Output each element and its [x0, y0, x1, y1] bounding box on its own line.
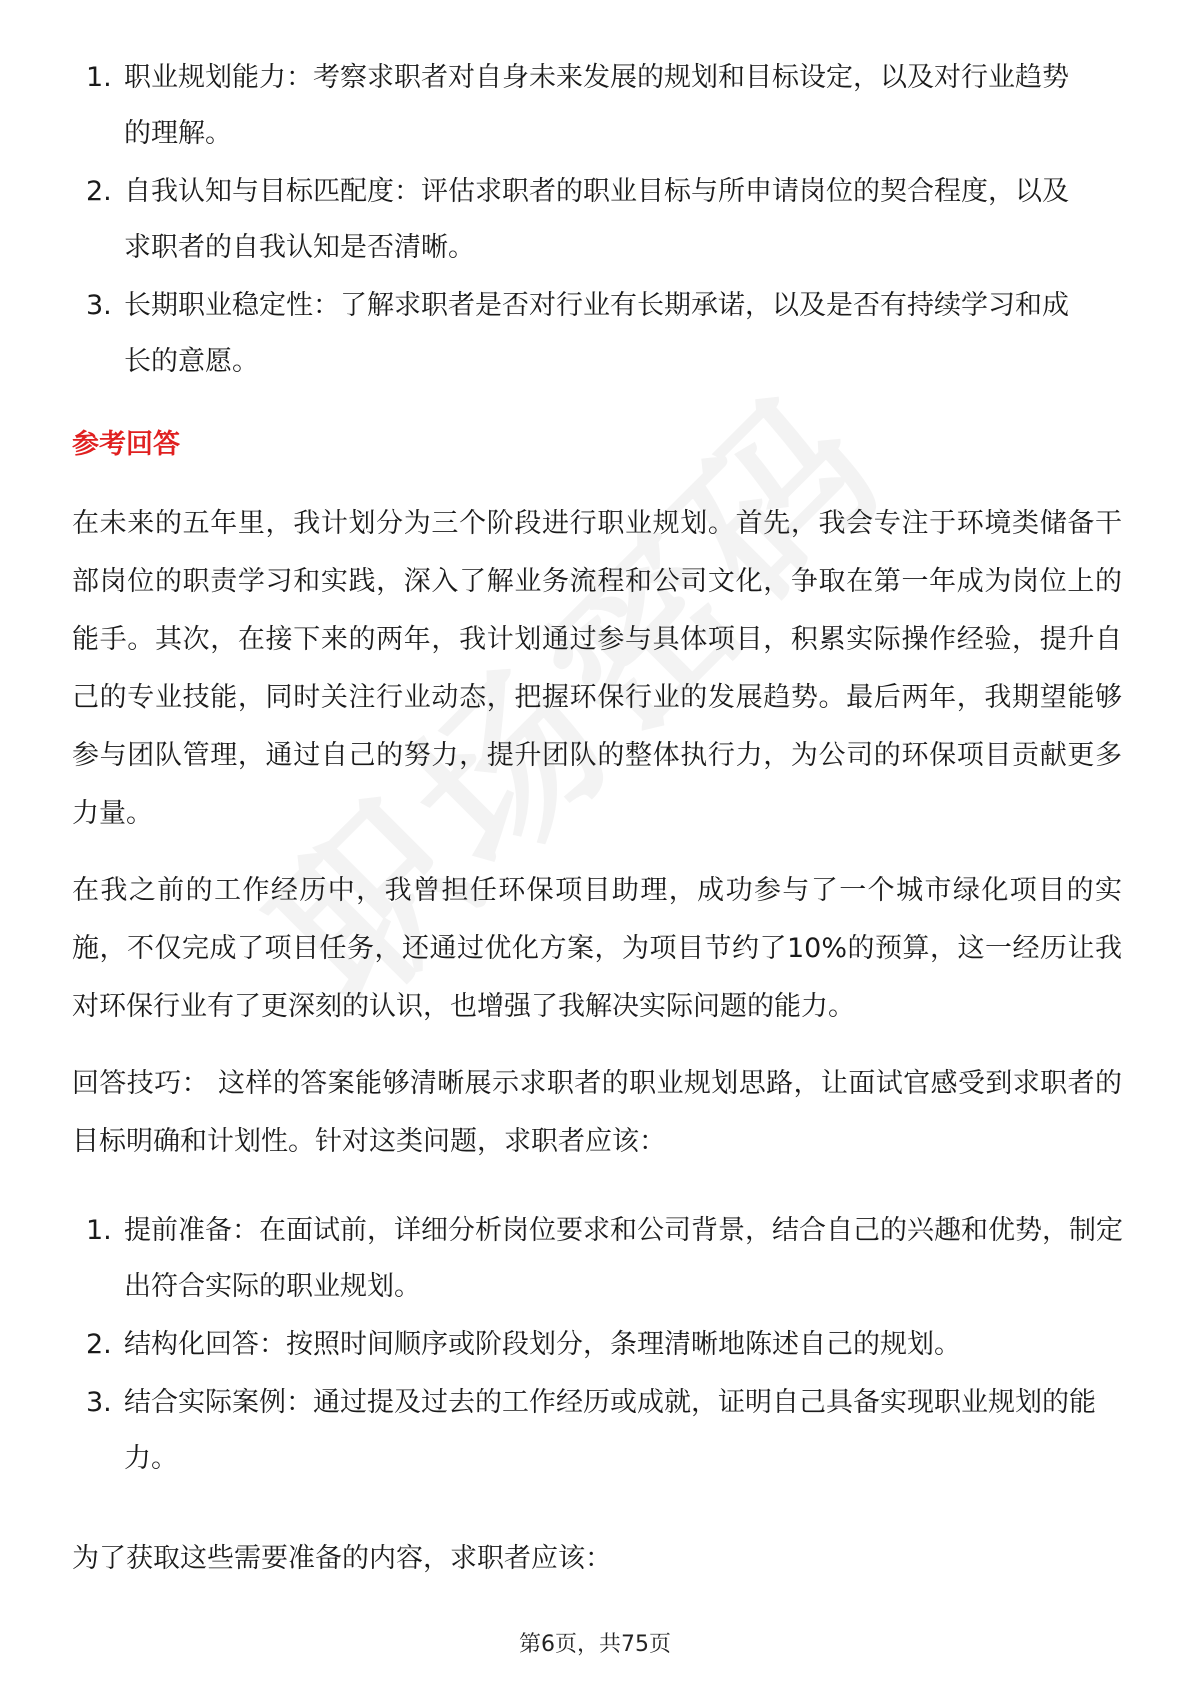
list-item	[72, 1375, 1124, 1487]
list-item-text: 自我认知与目标匹配度：评估求职者的职业目标与所申请岗位的契合程度，以及求职者的自我认知是否清晰。	[124, 176, 1069, 263]
list-item	[72, 1203, 1124, 1315]
list-item	[72, 164, 1089, 276]
answer-paragraph: 在未来的五年里，我计划分为三个阶段进行职业规划。首先，我会专注于环境类储备干部岗位的职责学习和实践，深入了解业务流程和公司文化，争取在第一年成为岗位上的能手。其次，在接下来的两年，我计划通过参与具体项目，积累实际操作经验，提升自己的专业技能，同时关注行业动态，把握环保行业的发展趋势。最后两年，我期望能够参与团队管理，通过自己的努力，提升团队的整体执行力，为公司的环保项目贡献更多力量。	[72, 508, 1122, 829]
page-number-footer: 第6页，共75页	[519, 1632, 671, 1657]
tips-paragraph: 回答技巧： 这样的答案能够清晰展示求职者的职业规划思路，让面试官感受到求职者的目标明确和计划性。针对这类问题，求职者应该：	[72, 1068, 1122, 1157]
list-number: 2.	[86, 176, 112, 207]
list-item	[72, 50, 1089, 162]
list-item	[72, 1317, 1124, 1373]
list-item-text: 职业规划能力：考察求职者对自身未来发展的规划和目标设定，以及对行业趋势的理解。	[124, 62, 1069, 149]
reference-answer-heading: 参考回答	[72, 429, 180, 460]
list-item-text: 长期职业稳定性：了解求职者是否对行业有长期承诺，以及是否有持续学习和成长的意愿。	[124, 290, 1069, 377]
list-item-text: 结构化回答：按照时间顺序或阶段划分，条理清晰地陈述自己的规划。	[124, 1329, 961, 1360]
list-number: 1.	[86, 62, 112, 93]
list-item	[72, 278, 1089, 390]
list-number: 3.	[86, 290, 112, 321]
list-item-text: 结合实际案例：通过提及过去的工作经历或成就，证明自己具备实现职业规划的能力。	[124, 1387, 1096, 1474]
answer-paragraph: 在我之前的工作经历中，我曾担任环保项目助理，成功参与了一个城市绿化项目的实施，不仅完成了项目任务，还通过优化方案，为项目节约了10%的预算，这一经历让我对环保行业有了更深刻的认识，也增强了我解决实际问题的能力。	[72, 875, 1122, 1022]
list-number: 1.	[86, 1215, 112, 1246]
tips-list	[72, 1203, 1122, 1489]
list-number: 3.	[86, 1387, 112, 1418]
evaluation-points-list	[72, 50, 1122, 392]
list-number: 2.	[86, 1329, 112, 1360]
list-item-text: 提前准备：在面试前，详细分析岗位要求和公司背景，结合自己的兴趣和优势，制定出符合实际的职业规划。	[124, 1215, 1123, 1302]
closing-paragraph: 为了获取这些需要准备的内容，求职者应该：	[72, 1543, 612, 1574]
